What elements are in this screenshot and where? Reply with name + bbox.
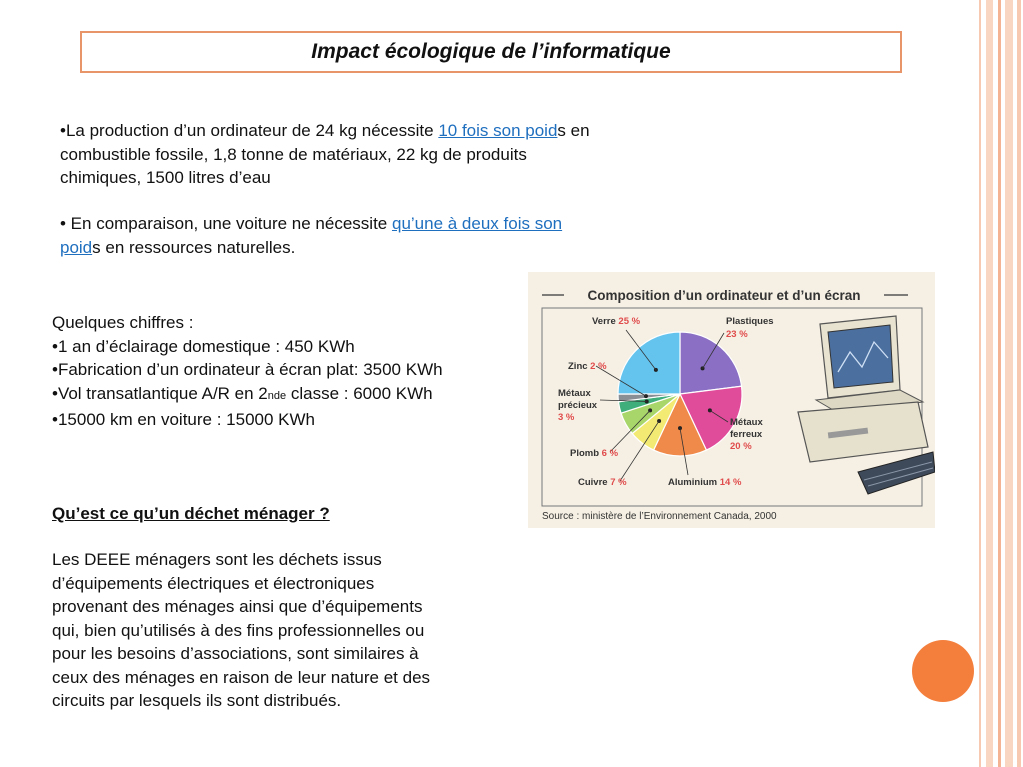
label-metaux-ferreux-1: Métaux (730, 417, 763, 428)
label-plomb: Plomb 6 % (570, 448, 619, 459)
answer-line: provenant des ménages ainsi que d’équipements (52, 597, 423, 616)
text: chimiques, 1500 litres d’eau (60, 168, 271, 187)
text: • En comparaison, une voiture ne nécessite (60, 214, 392, 233)
label-metaux-ferreux-2: ferreux (730, 429, 763, 440)
composition-chart (528, 272, 935, 528)
chart-source: Source : ministère de l’Environnement Canada, 2000 (542, 511, 777, 522)
figures-list (52, 311, 527, 432)
list-item: •Vol transatlantique A/R en 2nde classe : 6000 KWh (52, 383, 433, 403)
chart-title: Composition d’un ordinateur et d’un écran (587, 288, 861, 303)
label-verre: Verre 25 % (592, 316, 641, 327)
link-weight[interactable]: poid (60, 237, 93, 257)
list-item: •15000 km en voiture : 15000 KWh (52, 410, 315, 429)
text: s en ressources naturelles. (92, 237, 296, 257)
pie-slices (618, 332, 742, 456)
list-item: •Fabrication d’un ordinateur à écran plat: 3500 KWh (52, 360, 443, 379)
label-cuivre: Cuivre 7 % (578, 477, 627, 488)
pie-slice-plastiques (680, 332, 742, 394)
slice-dot (644, 394, 648, 398)
decorative-stripes (975, 0, 1023, 767)
answer-line: Les DEEE ménagers sont les déchets issus (52, 550, 382, 569)
answer-line: qui, bien qu’utilisés à des fins professionnelles ou (52, 620, 425, 640)
computer-illustration (798, 316, 935, 494)
label-zinc: Zinc 2 % (568, 361, 607, 372)
label-metaux-precieux-value: 3 % (558, 412, 575, 423)
answer-line: circuits par lesquels ils sont distribués. (52, 691, 342, 710)
answer-line: d’équipements électriques et électroniques (52, 573, 375, 593)
text: combustible fossile, 1,8 tonne de matériaux, 22 kg de produits (60, 144, 527, 164)
page-title: Impact écologique de l’informatique (311, 40, 671, 63)
link-one-to-two-times[interactable]: qu’une à deux fois son (391, 214, 563, 233)
slice-dot (701, 366, 705, 370)
answer-paragraph (52, 548, 522, 713)
text: s en (557, 121, 590, 140)
figures-heading: Quelques chiffres : (52, 313, 194, 332)
slice-dot (657, 419, 661, 423)
answer-line: ceux des ménages en raison de leur nature et des (52, 667, 431, 687)
label-aluminium: Aluminium 14 % (668, 477, 742, 488)
pie-chart (528, 272, 935, 528)
label-plastiques-value: 23 % (726, 329, 748, 340)
question-heading: Qu’est ce qu’un déchet ménager ? (52, 504, 330, 523)
text: •La production d’un ordinateur de 24 kg nécessite (60, 121, 439, 140)
answer-line: pour les besoins d’associations, sont similaires à (52, 644, 419, 663)
link-ten-times-weight[interactable]: 10 fois son poid (438, 121, 558, 140)
paragraph-production (60, 119, 720, 190)
label-metaux-precieux-1: Métaux (558, 388, 591, 399)
paragraph-comparison (60, 212, 720, 259)
label-plastiques: Plastiques (726, 316, 774, 327)
label-metaux-precieux-2: précieux (558, 400, 598, 411)
decorative-circle (912, 640, 974, 702)
list-item: •1 an d’éclairage domestique : 450 KWh (52, 336, 355, 356)
label-metaux-ferreux-value: 20 % (730, 441, 752, 452)
title-box (80, 31, 902, 73)
